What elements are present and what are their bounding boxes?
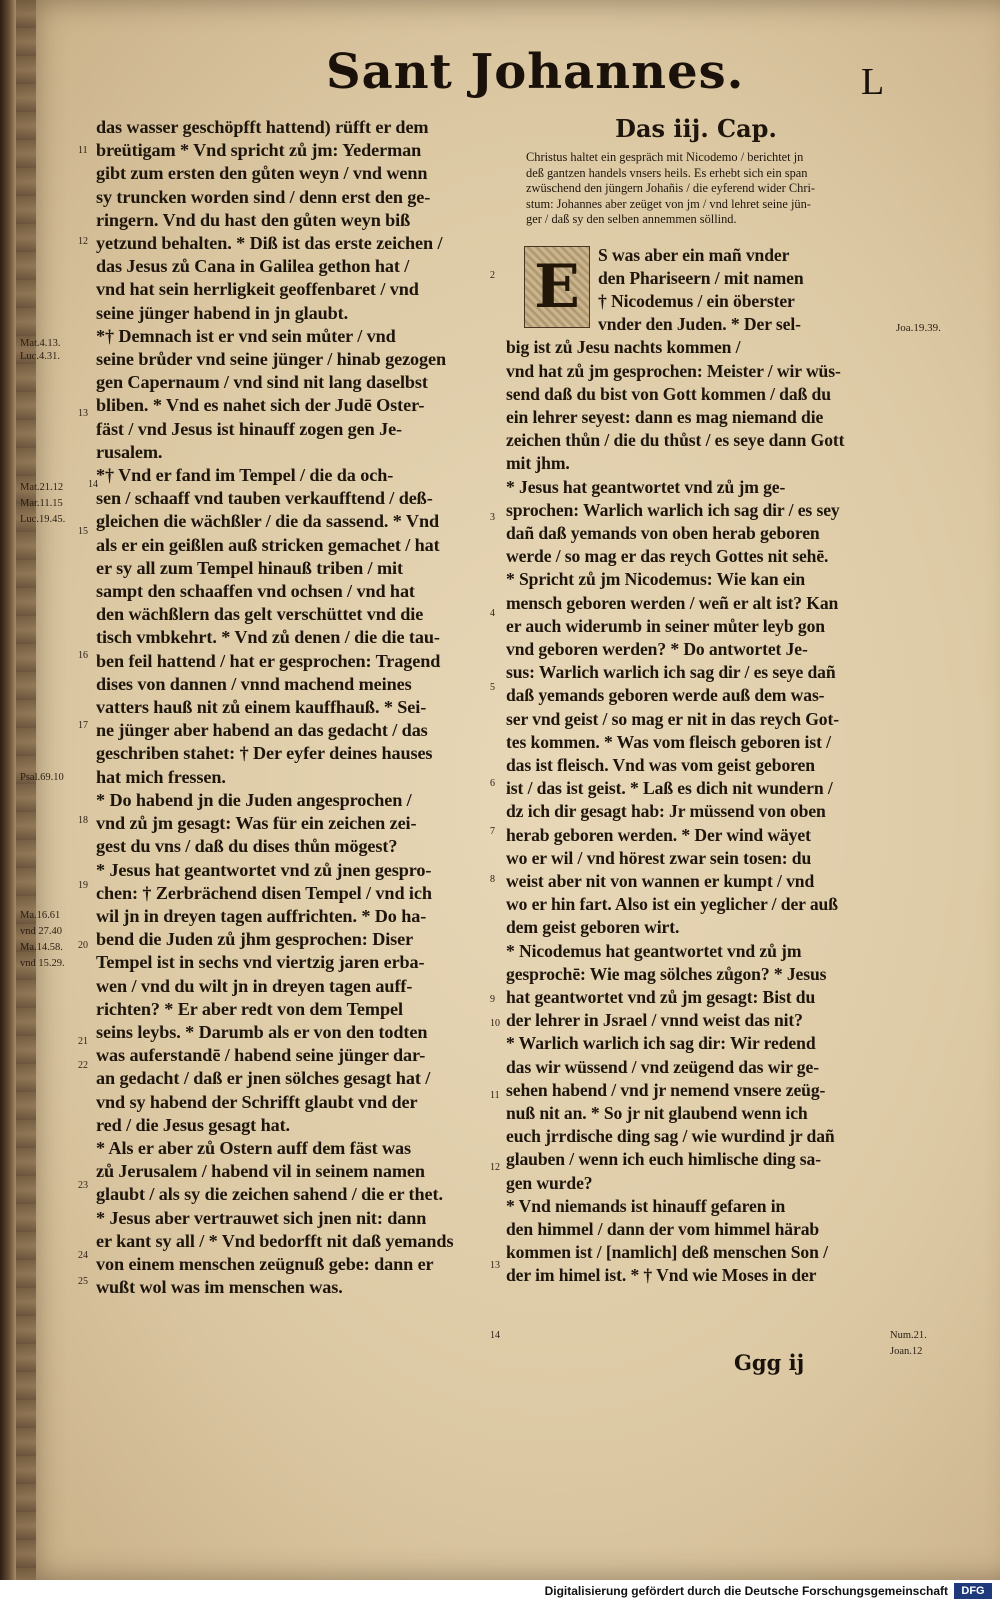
- text-line: sampt den schaaffen vnd ochsen / vnd hat: [96, 581, 415, 602]
- text-line: ne jünger aber habend an das gedacht / das: [96, 720, 428, 741]
- verse-number: 25: [78, 1276, 88, 1287]
- text-line: wo er hin fart. Also ist ein yeglicher / der auß: [506, 894, 838, 915]
- text-line: dañ daß yemands von oben herab geboren: [506, 522, 820, 543]
- text-line: richten? * Er aber redt von dem Tempel: [96, 998, 403, 1019]
- verse-number: 13: [78, 408, 88, 419]
- text-line: Christus haltet ein gespräch mit Nicodemo / berichtet jn: [526, 150, 804, 164]
- verse-number: 19: [78, 880, 88, 891]
- text-line: tes kommen. * Was vom fleisch geboren ist /: [506, 731, 831, 752]
- text-line: chen: † Zerbrächend disen Tempel / vnd ich: [96, 882, 432, 903]
- text-line: dises von dannen / vnnd machend meines: [96, 673, 412, 694]
- verse-number: 11: [78, 145, 88, 156]
- text-line: mensch geboren werden / weñ er alt ist? Kan: [506, 592, 839, 613]
- text-line: den himmel / dann der vom himmel härab: [506, 1219, 820, 1240]
- margin-ref: Luc.4.31.: [20, 351, 60, 362]
- verse-number: 8: [490, 874, 495, 885]
- right-text-column: [506, 116, 886, 1288]
- verse-number: 3: [490, 512, 495, 523]
- text-line: ein lehrer seyest: dann es mag niemand die: [506, 406, 824, 427]
- verse-number: 20: [78, 940, 88, 951]
- text-line: hat mich fressen.: [96, 766, 226, 787]
- running-title: Sant Johannes.: [326, 44, 745, 100]
- verse-number: 12: [78, 236, 88, 247]
- text-line: ben feil hattend / hat er gesprochen: Tragend: [96, 650, 441, 671]
- text-line: fäst / vnd Jesus ist hinauff zogen gen Je-: [96, 418, 403, 439]
- text-line: vnd hat zů jm gesprochen: Meister / wir wüs-: [506, 360, 841, 381]
- text-line: vatters hauß nit zů einem kauffhauß. * Sei-: [96, 697, 427, 718]
- verse-number: 17: [78, 720, 88, 731]
- verse-number: 22: [78, 1060, 88, 1071]
- margin-ref: vnd 27.40: [20, 926, 62, 937]
- text-line: big ist zů Jesu nachts kommen /: [506, 337, 741, 358]
- margin-ref: Mat.21.12: [20, 482, 64, 493]
- text-line: * Nicodemus hat geantwortet vnd zů jm: [506, 940, 802, 961]
- text-line: deß gantzen handels vnsers heils. Es erhebt sich ein span: [526, 165, 808, 180]
- text-line: gen Capernaum / vnd sind nit lang daselbst: [96, 372, 428, 393]
- text-line: * Spricht zů jm Nicodemus: Wie kan ein: [506, 569, 806, 590]
- text-line: zwüschend den jüngern Johañis / die eyferend wider Chri-: [526, 181, 816, 195]
- opening-paragraph: [506, 244, 886, 337]
- left-text-column: [96, 116, 501, 1299]
- verse-number: 18: [78, 815, 88, 826]
- text-line: hat geantwortet vnd zů jm gesagt: Bist du: [506, 987, 816, 1007]
- margin-ref: Mat.4.13.: [20, 338, 61, 349]
- text-line: sus: Warlich warlich ich sag dir / es seye dañ: [506, 662, 836, 683]
- text-line: das Jesus zů Cana in Galilea gethon hat /: [96, 256, 410, 277]
- text-line: sen / schaaff vnd tauben verkaufftend / deß-: [96, 488, 433, 509]
- book-spine: [0, 0, 16, 1580]
- verse-number: 6: [490, 778, 495, 789]
- text-line: seins leybs. * Darumb als er von den todten: [96, 1021, 428, 1042]
- text-line: euch jrrdische ding sag / wie wurdind jr dañ: [506, 1126, 835, 1147]
- text-line: herab geboren werden. * Der wind wäyet: [506, 824, 811, 845]
- margin-ref: Joa.19.39.: [896, 322, 941, 334]
- text-line: gleichen die wächßler / die da sassend. * Vnd: [96, 511, 439, 532]
- text-line: von einem menschen zeügnuß gebe: dann er: [96, 1253, 434, 1274]
- text-line: * Jesus hat geantwortet vnd zů jnen gespro-: [96, 859, 432, 880]
- footer-text: Digitalisierung gefördert durch die Deutsche Forschungsgemeinschaft: [544, 1584, 948, 1598]
- footer-credit: [0, 1580, 1000, 1603]
- verse-number: 13: [490, 1260, 500, 1271]
- catchword-signature: Ggg ij: [734, 1350, 805, 1375]
- chapter-heading: Das iij. Cap.: [615, 114, 777, 143]
- text-line: ser vnd geist / so mag er nit in das reych Got-: [506, 708, 840, 729]
- text-line: stum: Johannes aber zeüget von jm / vnd lehret seine jün-: [526, 196, 811, 211]
- verse-number: 4: [490, 608, 495, 619]
- verse-number: 2: [490, 270, 495, 281]
- book-page: [16, 0, 1000, 1580]
- decorated-initial: E: [524, 246, 590, 328]
- margin-ref: Joan.12: [890, 1346, 923, 1357]
- text-line: * Als er aber zů Ostern auff dem fäst was: [96, 1137, 411, 1158]
- text-line: er kant sy all / * Vnd bedorfft nit daß yemands: [96, 1230, 454, 1251]
- text-line: werde / so mag er das reych Gottes nit sehē.: [506, 546, 829, 567]
- text-line: er auch widerumb in seiner můter leyb gon: [506, 615, 825, 636]
- text-line: breütigam * Vnd spricht zů jm: Yederman: [96, 140, 422, 161]
- text-line: der lehrer in Jsrael / vnnd weist das nit?: [506, 1010, 803, 1031]
- text-line: sprochen: Warlich warlich ich sag dir / es sey: [506, 499, 840, 520]
- text-line: vnd sy habend der Schrifft glaubt vnd der: [96, 1091, 418, 1112]
- text-line: wen / vnd du wilt jn in dreyen tagen auff-: [96, 975, 413, 996]
- text-line: zeichen thůn / die du thůst / es seye dann Gott: [506, 430, 845, 451]
- text-line: † Nicodemus / ein öberster: [598, 290, 795, 311]
- chapter-summary: [526, 150, 876, 228]
- verse-number: 23: [78, 1180, 88, 1191]
- verse-number: 5: [490, 682, 495, 693]
- text-line: weist aber nit von wannen er kumpt / vnd: [506, 870, 815, 891]
- text-line: * Vnd niemands ist hinauff gefaren in: [506, 1195, 786, 1216]
- text-line: sehen habend / vnd jr nemend vnsere zeüg-: [506, 1079, 826, 1100]
- text-line: vnd hat sein herrligkeit geoffenbaret / vnd: [96, 279, 419, 300]
- text-line: kommen ist / [namlich] deß menschen Son /: [506, 1242, 828, 1263]
- text-line: vnd geboren werden? * Do antwortet Je-: [506, 638, 808, 659]
- text-line: send daß du bist von Gott kommen / daß du: [506, 383, 831, 404]
- text-line: als er ein geißlen auß stricken gemachet / hat: [96, 534, 440, 555]
- text-line: * Jesus hat geantwortet vnd zů jm ge-: [506, 476, 786, 497]
- text-line: das wasser geschöpfft hattend) rüfft er dem: [96, 117, 429, 137]
- margin-ref: Luc.19.45.: [20, 514, 66, 525]
- verse-number: 9: [490, 994, 495, 1005]
- text-line: gesprochē: Wie mag sölches zůgon? * Jesus: [506, 963, 827, 984]
- verse-number: 14: [88, 479, 98, 490]
- text-line: wußt wol was im menschen was.: [96, 1277, 343, 1298]
- margin-ref: vnd 15.29.: [20, 958, 65, 969]
- text-line: * Warlich warlich ich sag dir: Wir redend: [506, 1033, 816, 1054]
- text-line: den wächßlern das gelt verschüttet vnd die: [96, 604, 424, 625]
- text-line: dem geist geboren wirt.: [506, 917, 680, 938]
- verse-number: 14: [490, 1330, 500, 1341]
- text-line: yetzund behalten. * Diß ist das erste zeichen /: [96, 233, 443, 254]
- folio-number: L: [861, 61, 885, 103]
- text-line: ist / das ist geist. * Laß es dich nit wundern /: [506, 778, 833, 799]
- text-line: das wir wüssend / vnd zeügend das wir ge-: [506, 1056, 819, 1077]
- verse-number: 7: [490, 826, 495, 837]
- text-line: bend die Juden zů jhm gesprochen: Diser: [96, 929, 414, 950]
- text-line: der im himel ist. * † Vnd wie Moses in der: [506, 1265, 817, 1286]
- margin-ref: Mar.11.15: [20, 498, 63, 509]
- text-line: zů Jerusalem / habend vil in seinem namen: [96, 1161, 425, 1182]
- text-line: ger / daß sy den selben annemmen söllind.: [526, 212, 737, 226]
- verse-number: 12: [490, 1162, 500, 1173]
- text-line: seine jünger habend in jn glaubt.: [96, 302, 349, 323]
- text-line: red / die Jesus gesagt hat.: [96, 1114, 290, 1135]
- text-line: wo er wil / vnd hörest zwar sein tosen: du: [506, 847, 812, 868]
- verse-number: 16: [78, 650, 88, 661]
- text-line: glaubt / als sy die zeichen sahend / die er thet.: [96, 1184, 443, 1205]
- text-line: *† Demnach ist er vnd sein můter / vnd: [96, 325, 396, 346]
- text-line: gibt zum ersten den gůten weyn / vnd wenn: [96, 163, 428, 184]
- text-line: geschriben stahet: † Der eyfer deines hauses: [96, 743, 433, 764]
- text-line: an gedacht / daß er jnen sölches gesagt hat /: [96, 1068, 431, 1089]
- text-line: wil jn in dreyen tagen auffrichten. * Do ha-: [96, 905, 427, 926]
- text-line: * Jesus aber vertrauwet sich jnen nit: dann: [96, 1207, 427, 1228]
- verse-number: 11: [490, 1090, 500, 1101]
- margin-ref: Ma.16.61: [20, 910, 61, 921]
- text-line: Tempel ist in sechs vnd viertzig jaren erba-: [96, 952, 425, 973]
- text-line: S was aber ein mañ vnder: [598, 244, 790, 265]
- text-line: den Phariseern / mit namen: [598, 267, 804, 288]
- text-line: mit jhm.: [506, 453, 570, 474]
- verse-number: 15: [78, 526, 88, 537]
- verse-number: 24: [78, 1250, 88, 1261]
- facing-page-edge: [16, 0, 36, 1580]
- text-line: vnder den Juden. * Der sel-: [598, 314, 801, 335]
- text-line: daß yemands geboren werde auß dem was-: [506, 685, 825, 706]
- text-line: tisch vmbkehrt. * Vnd zů denen / die die tau-: [96, 627, 440, 648]
- text-line: gest du vns / daß du dises thůn mögest?: [96, 836, 398, 857]
- dfg-logo: DFG: [954, 1583, 992, 1599]
- text-line: bliben. * Vnd es nahet sich der Judē Oster-: [96, 395, 425, 416]
- text-line: rusalem.: [96, 441, 163, 462]
- text-line: * Do habend jn die Juden angesprochen /: [96, 789, 412, 810]
- right-body-lines: [506, 336, 886, 1287]
- text-line: gen wurde?: [506, 1172, 593, 1193]
- text-line: was auferstandē / habend seine jünger dar-: [96, 1045, 426, 1066]
- text-line: nuß nit an. * So jr nit glaubend wenn ich: [506, 1103, 808, 1124]
- text-line: dz ich dir gesagt hab: Jr müssend von oben: [506, 801, 826, 822]
- text-line: sy truncken worden sind / denn erst den ge-: [96, 186, 431, 207]
- text-line: er sy all zum Tempel hinauß triben / mit: [96, 557, 403, 578]
- margin-ref: Num.21.: [890, 1330, 927, 1341]
- verse-number: 21: [78, 1036, 88, 1047]
- text-line: vnd zů jm gesagt: Was für ein zeichen zei-: [96, 813, 417, 834]
- margin-ref: Psal.69.10: [20, 772, 64, 783]
- text-line: seine brůder vnd seine jünger / hinab gezogen: [96, 349, 447, 370]
- verse-number: 10: [490, 1018, 500, 1029]
- text-line: das ist fleisch. Vnd was vom geist geboren: [506, 754, 815, 775]
- margin-ref: Ma.14.58.: [20, 942, 63, 953]
- text-line: ringern. Vnd du hast den gůten weyn biß: [96, 209, 411, 230]
- text-line: *† Vnd er fand im Tempel / die da och-: [96, 465, 394, 486]
- text-line: glauben / wenn ich euch himlische ding sa-: [506, 1149, 821, 1170]
